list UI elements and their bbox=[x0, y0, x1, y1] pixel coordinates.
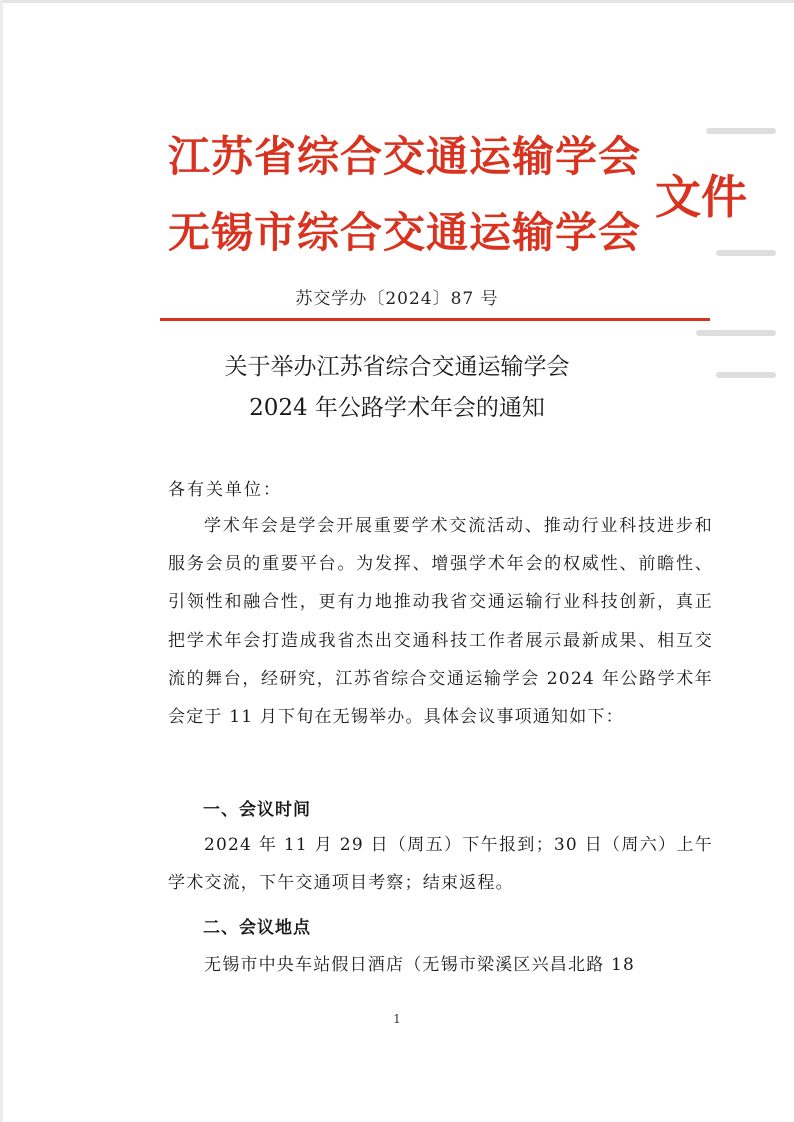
header-org-line-1: 江苏省综合交通运输学会 bbox=[168, 132, 642, 181]
scan-edge-left bbox=[0, 0, 3, 1122]
salutation: 各有关单位： bbox=[168, 480, 282, 500]
header-doc-type: 文件 bbox=[655, 170, 747, 224]
page-number: 1 bbox=[393, 1012, 401, 1026]
header-org-line-2: 无锡市综合交通运输学会 bbox=[168, 208, 642, 257]
notice-title-line-1: 关于举办江苏省综合交通运输学会 bbox=[224, 354, 570, 380]
notice-title-line-2: 2024 年公路学术年会的通知 bbox=[249, 395, 545, 421]
section-text-meeting-venue: 无锡市中央车站假日酒店（无锡市梁溪区兴昌北路 18 bbox=[204, 955, 636, 975]
intro-paragraph: 学术年会是学会开展重要学术交流活动、推动行业科技进步和服务会员的重要平台。为发挥、增强学术年会的权威性、前瞻性、引领性和融合性，更有力地推动我省交通运输行业科技创新，真正把学术年会打造成我省杰出交通科技工作者展示最新成果、相互交流的舞台，经研究，江苏省综合交通运输学会 2024 年公路学术年会定于 11 月下旬在无锡举办。具体会议事项通知如下： bbox=[168, 516, 713, 728]
bleed-through-mark bbox=[716, 250, 776, 256]
bleed-through-mark bbox=[706, 128, 776, 134]
section-text-meeting-time: 2024 年 11 月 29 日（周五）下午报到；30 日（周六）上午学术交流，下午交通项目考察；结束返程。 bbox=[168, 835, 713, 894]
scan-edge-top bbox=[0, 0, 794, 3]
section-heading-meeting-time: 一、会议时间 bbox=[203, 800, 311, 820]
bleed-through-mark bbox=[696, 330, 776, 336]
document-number: 苏交学办〔2024〕87 号 bbox=[295, 289, 499, 309]
section-heading-meeting-venue: 二、会议地点 bbox=[203, 918, 311, 938]
header-divider bbox=[160, 318, 710, 321]
